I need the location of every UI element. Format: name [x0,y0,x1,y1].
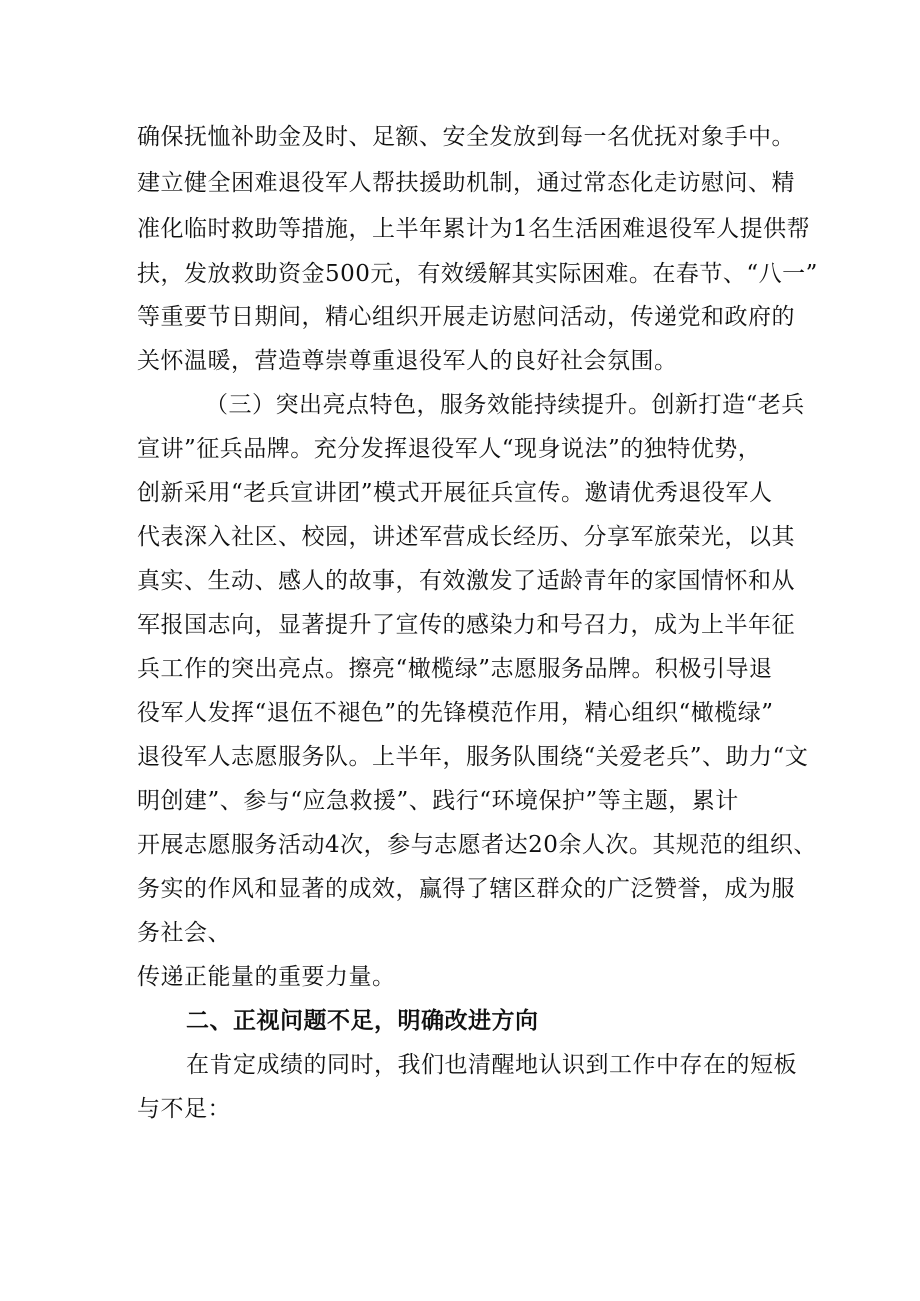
text-line: 建立健全困难退役军人帮扶援助机制，通过常态化走访慰问、精 [137,170,795,196]
text-line: （三）突出亮点特色，服务效能持续提升。创新打造“老兵 [205,392,805,418]
text-line: 宣讲”征兵品牌。充分发挥退役军人“现身说法”的独特优势， [137,436,762,462]
text-line: 务社会、 [137,920,231,946]
text-line: 关怀温暖，营造尊崇尊重退役军人的良好社会氛围。 [137,348,678,374]
text-line: 确保抚恤补助金及时、足额、安全发放到每一名优抚对象手中。 [137,124,795,150]
text-line: 代表深入社区、校园，讲述军营成长经历、分享军旅荣光，以其 [137,524,795,550]
text-line: 务实的作风和显著的成效，赢得了辖区群众的广泛赞誉，成为服 [137,876,795,902]
text-line: 役军人发挥“退伍不褪色”的先锋模范作用，精心组织“橄榄绿” [137,700,774,726]
text-line: 与不足： [137,1096,231,1122]
text-line: 退役军人志愿服务队。上半年，服务队围绕“关爱老兵”、助力“文 [137,744,809,770]
text-line: 扶，发放救助资金500元，有效缓解其实际困难。在春节、“八一” [137,261,818,287]
text-line: 开展志愿服务活动4次，参与志愿者达20余人次。其规范的组织、 [137,832,817,858]
text-line: 准化临时救助等措施，上半年累计为1名生活困难退役军人提供帮 [137,216,811,242]
text-line: 军报国志向，显著提升了宣传的感染力和号召力，成为上半年征 [137,612,795,638]
section-heading: 二、正视问题不足，明确改进方向 [186,1008,539,1034]
text-line: 等重要节日期间，精心组织开展走访慰问活动，传递党和政府的 [137,304,795,330]
text-line: 兵工作的突出亮点。擦亮“橄榄绿”志愿服务品牌。积极引导退 [137,656,773,682]
text-line: 创新采用“老兵宣讲团”模式开展征兵宣传。邀请优秀退役军人 [137,480,773,506]
text-line: 真实、生动、感人的故事，有效激发了适龄青年的家国情怀和从 [137,568,795,594]
text-line: 在肯定成绩的同时，我们也清醒地认识到工作中存在的短板 [186,1052,797,1078]
text-line: 传递正能量的重要力量。 [137,964,396,990]
text-line: 明创建”、参与“应急救援”、践行“环境保护”等主题，累计 [137,788,739,814]
